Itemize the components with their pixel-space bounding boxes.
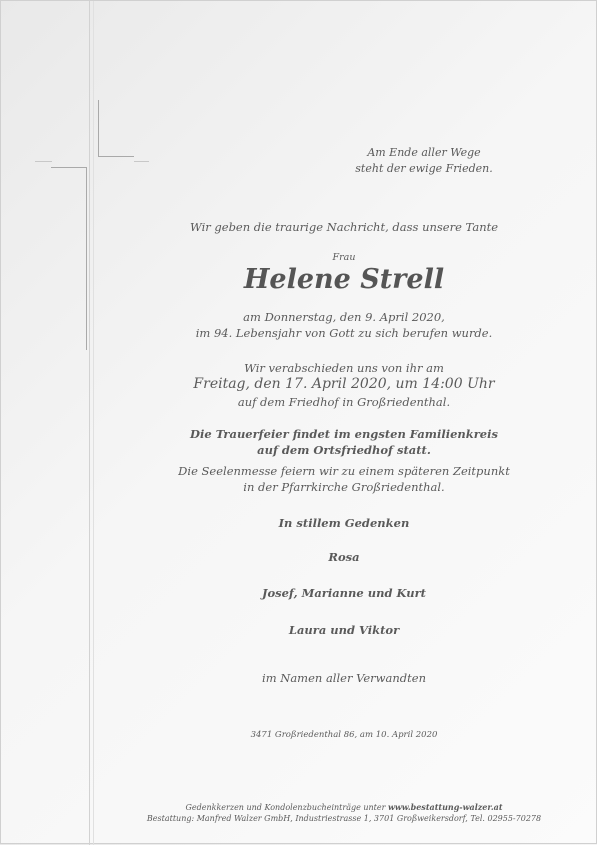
announcement: Wir geben die traurige Nachricht, dass unsere Tante (189, 220, 499, 234)
mass-info (131, 463, 557, 495)
decorative-line-left (89, 1, 90, 845)
farewell-date: Freitag, den 17. April 2020, um 14:00 Uhr (193, 376, 495, 392)
place-date: 3471 Großriedenthal 86, am 10. April 2020 (250, 730, 438, 740)
deceased-name: Helene Strell (243, 264, 445, 295)
mourner-2: Josef, Marianne und Kurt (262, 586, 426, 600)
death-line-2: im 94. Lebensjahr von Gott zu sich berufen wurde. (195, 326, 493, 340)
relatives-note: im Namen aller Verwandten (262, 671, 426, 685)
footer-condolence-text: Gedenkkerzen und Kondolenzbucheinträge unter (185, 803, 388, 812)
decorative-line-right (93, 1, 94, 845)
funeral-home-link[interactable]: www.bestattung-walzer.at (387, 802, 503, 812)
motto-line-2: steht der ewige Frieden. (355, 162, 493, 175)
mourner-1: Rosa (328, 550, 360, 564)
farewell-place: auf dem Friedhof in Großriedenthal. (237, 395, 451, 409)
mass-line-2: in der Pfarrkirche Großriedenthal. (243, 480, 445, 494)
mass-line-1: Die Seelenmesse feiern wir zu einem späteren Zeitpunkt (178, 464, 510, 478)
motto-line-1: Am Ende aller Wege (367, 146, 481, 159)
salutation: Frau (332, 252, 356, 263)
motto (321, 145, 527, 177)
farewell-intro: Wir verabschieden uns von ihr am (244, 361, 444, 375)
death-line-1: am Donnerstag, den 9. April 2020, (243, 310, 445, 324)
ceremony-line-2: auf dem Ortsfriedhof statt. (257, 443, 431, 457)
remembrance-heading: In stillem Gedenken (278, 516, 410, 530)
death-info (131, 309, 557, 341)
mourner-3: Laura und Viktor (288, 623, 400, 637)
ceremony-line-1: Die Trauerfeier findet im engsten Familienkreis (190, 427, 498, 441)
ceremony-info (131, 426, 557, 458)
footer-funeral-home: Bestattung: Manfred Walzer GmbH, Industriestrasse 1, 3701 Großweikersdorf, Tel. 02955-70278 (146, 814, 542, 823)
